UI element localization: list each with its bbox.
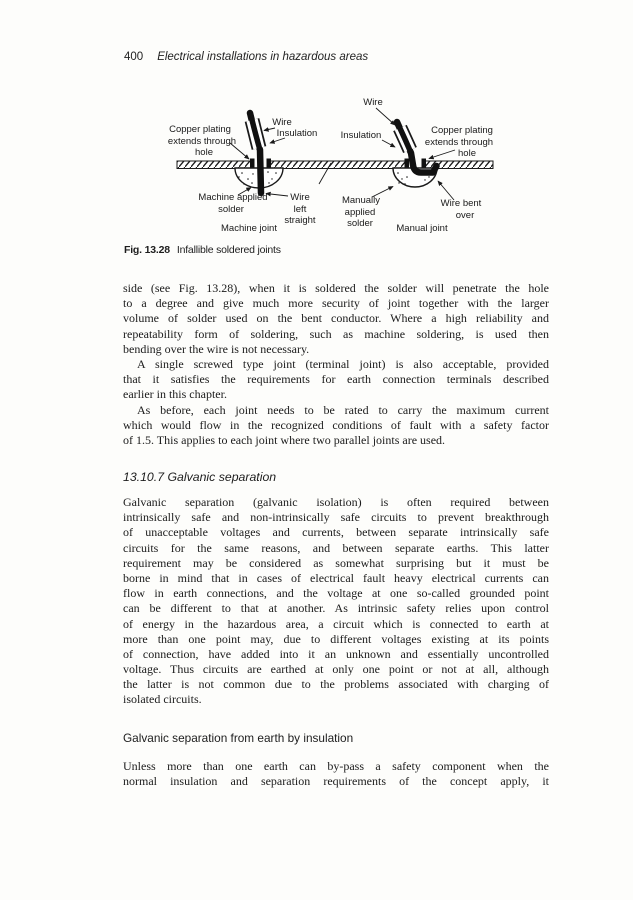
label-wire-bent-over: over [455,210,475,221]
page-number: 400 [124,51,144,63]
label-machine-joint: Machine joint [221,223,277,234]
text-line: Galvanic separation (galvanic isolation) is often required between [123,495,549,509]
figure-number: Fig. 13.28 [124,244,170,256]
text-line: circuits for the same reasons, and between separate earths. This latter [123,540,549,555]
text-line: of energy in the hazardous area, a circuit which is connected to earth at [123,616,549,631]
label-machine-solder: Machine applied [198,192,268,203]
text-line: the latter is not common due to the problems associated with charging of [123,677,549,692]
arrow-wire-straight [266,194,288,197]
paragraph [123,403,549,449]
paragraph [123,357,549,403]
text-line: voltage. Thus circuits are earthed at only one point or not at all, although [123,662,549,677]
paragraph [123,759,549,789]
running-title: Electrical installations in hazardous areas [157,51,369,63]
arrow-right-insulation [382,140,395,147]
figure-caption [124,244,554,256]
label-right-wire: Wire [363,97,383,108]
label-wire-bent-over: Wire bent [440,198,482,209]
figure-caption-text: Infallible soldered joints [176,244,281,256]
label-manual-solder: applied [344,207,376,218]
label-left-wire: Wire [272,117,292,128]
text-line: to a degree and give much more security of joint together with the larger [123,296,549,311]
text-line: that it satisfies the requirements for earth connection terminals described [123,372,549,387]
label-right-copper-plating: Copper plating [431,125,493,136]
text-line: A single screwed type joint (terminal joint) is also acceptable, provided [137,357,549,371]
text-line: flow in earth connections, and the voltage at one so-called grounded point [123,586,549,601]
text-line: isolated circuits. [123,692,202,707]
label-left-insulation: Insulation [276,128,318,139]
text-line: earlier in this chapter. [123,387,227,402]
text-line: intrinsically safe and non-intrinsically safe circuits to prevent breakthrough [123,510,549,525]
text-line: of connection, have added into it an unknown and essentially uncontrolled [123,646,549,661]
text-line: repeatability form of soldering, such as machine soldering, is used then [123,326,549,341]
text-line: volume of solder used on the bent conductor. Where a high reliability and [123,311,549,326]
circuit-board [177,161,493,169]
text-line: As before, each joint needs to be rated to carry the maximum current [137,403,549,417]
text-line: Unless more than one earth can by-pass a safety component when the [123,759,549,773]
label-left-copper-plating: Copper plating [169,124,231,135]
label-wire-left-straight: left [293,204,307,215]
subsection-heading: Galvanic separation from earth by insulation [123,731,354,745]
page-header [124,51,554,63]
label-right-copper-plating: extends through [424,137,494,148]
text-line: requirement may be considered as somewhat surprising but it must be [123,555,549,570]
text-line: more than one point may, due to different voltages existing at its points [123,631,549,646]
text-line: which would flow in the recognized conditions of fault with a safety factor [123,418,549,433]
text-line: bending over the wire is not necessary. [123,341,310,356]
label-machine-solder: solder [218,204,244,215]
text-line: normal insulation and separation requirements of the concept apply, it [123,774,549,789]
label-wire-left-straight: Wire [290,192,310,203]
label-right-insulation: Insulation [340,130,382,141]
section-heading: 13.10.7 Galvanic separation [123,470,277,484]
figure-soldered-joints-diagram [125,92,517,242]
text-line: of 1.5. This applies to each joint where two parallel joints are used. [123,433,446,448]
label-left-copper-plating: extends through [167,136,237,147]
paragraph [123,495,549,708]
paragraph [123,281,549,357]
label-manual-solder: solder [347,218,373,229]
label-manual-solder: Manually [341,195,381,206]
arrow-right-copper [429,150,455,159]
text-line: side (see Fig. 13.28), when it is soldered the solder will penetrate the hole [123,281,549,295]
text-line: borne in mind that in cases of electrical fault heavy electrical currents can [123,570,549,585]
arrow-right-wire [376,108,395,125]
label-manual-joint: Manual joint [396,223,448,234]
label-left-copper-plating: hole [195,147,213,158]
text-line: of unacceptable voltages and currents, between separate intrinsically safe [123,525,549,540]
text-line: can be different to that at another. As intrinsic safety relies upon control [123,601,549,616]
label-right-copper-plating: hole [458,148,476,159]
arrow-left-wire [264,128,275,131]
label-wire-left-straight: straight [284,215,316,226]
